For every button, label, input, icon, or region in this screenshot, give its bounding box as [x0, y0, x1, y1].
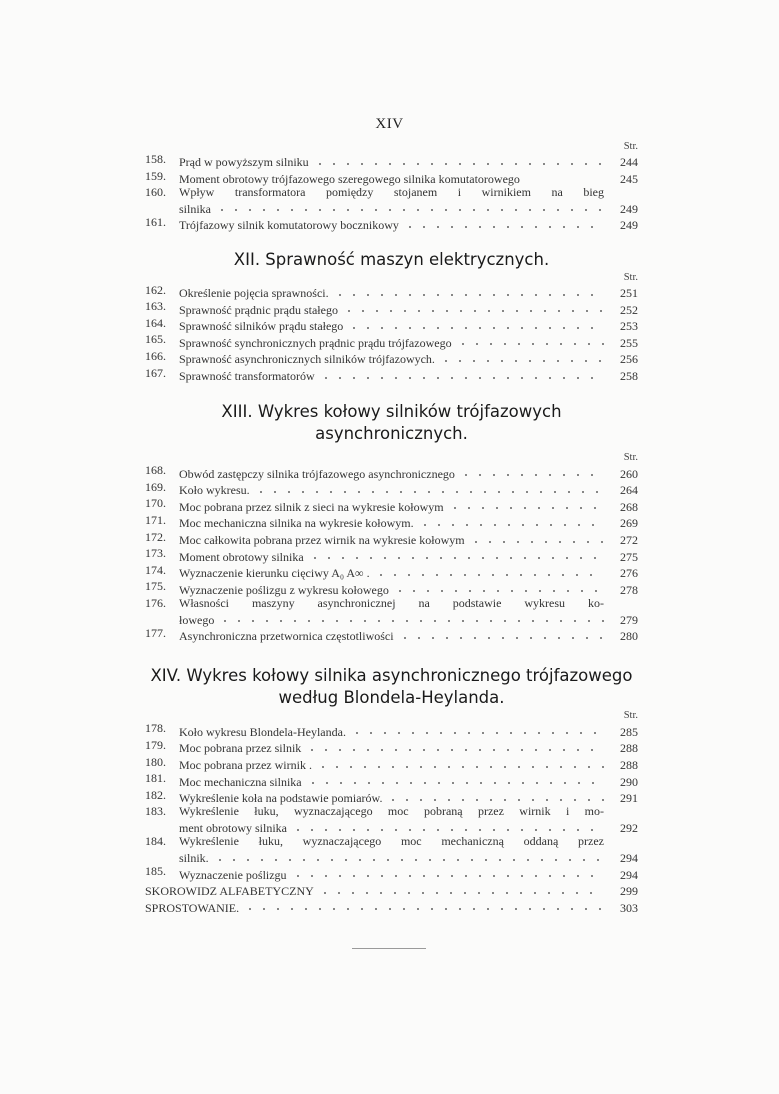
leader-dots: [393, 580, 604, 593]
entry-body: [179, 350, 638, 367]
entry-title: silnik.: [179, 850, 209, 865]
leader-dots: [439, 350, 604, 363]
leader-dots: [243, 898, 604, 911]
leader-dots: [308, 547, 604, 560]
toc-entry[interactable]: [145, 580, 638, 597]
entry-body: [179, 805, 638, 835]
entry-last-line: [179, 849, 638, 866]
entry-number: 160.: [145, 185, 166, 200]
entry-body: [179, 497, 638, 514]
entry-page-number: 272: [620, 532, 638, 547]
entry-number: 169.: [145, 479, 166, 494]
leader-dots: [333, 284, 604, 297]
entry-title: łowego: [179, 612, 215, 627]
entry-body: [179, 772, 638, 789]
entry-page-number: 244: [620, 155, 638, 170]
entry-number: 166.: [145, 349, 166, 364]
toc-entry[interactable]: [145, 531, 638, 548]
entry-title-line: Własności maszyny asynchronicznej na podstawie wykresu ko-: [179, 595, 604, 610]
toc-entry[interactable]: [145, 464, 638, 481]
entry-number: 171.: [145, 513, 166, 528]
entry-page-number: 294: [620, 867, 638, 882]
entry-title: Sprawność transformatorów: [179, 368, 315, 383]
entry-page-number: 264: [620, 483, 638, 498]
entry-body: [145, 882, 638, 899]
entry-number: 168.: [145, 463, 166, 478]
entry-body: [179, 564, 638, 581]
entry-title: Moc mechaniczna silnika na wykresie kołowym.: [179, 516, 414, 531]
entry-page-number: 303: [620, 900, 638, 915]
entry-page-number: 279: [620, 612, 638, 627]
toc-entry[interactable]: [145, 597, 638, 627]
entry-title: Sprawność silników prądu stałego: [179, 319, 344, 334]
entry-number: 177.: [145, 625, 166, 640]
entry-body: [179, 627, 638, 644]
entry-page-number: 285: [620, 724, 638, 739]
entry-number: 185.: [145, 864, 166, 879]
entry-page-number: 249: [620, 201, 638, 216]
entry-number: 170.: [145, 496, 166, 511]
leader-dots: [342, 300, 604, 313]
entry-last-line: [179, 580, 638, 597]
entry-last-line: [179, 481, 638, 498]
entry-title: Moc pobrana przez silnik z sieci na wykresie kołowym: [179, 499, 444, 514]
entry-last-line: [179, 756, 638, 773]
toc-appendix-entry[interactable]: [145, 898, 638, 915]
leader-dots: [313, 153, 604, 166]
leader-dots: [291, 819, 604, 832]
entry-last-line: [179, 317, 638, 334]
entry-title: Wykreślenie koła na podstawie pomiarów.: [179, 791, 383, 806]
leader-dots: [459, 464, 604, 477]
page-column-label: Str.: [623, 710, 638, 722]
entry-body: [179, 739, 638, 756]
entry-title: Sprawność prądnic prądu stałego: [179, 302, 338, 317]
entry-body: [179, 531, 638, 548]
entry-page-number: 252: [620, 302, 638, 317]
section-heading: XIII. Wykres kołowy silników trójfazowych asynchronicznych.: [221, 402, 562, 444]
leader-dots: [316, 756, 604, 769]
entry-body: [179, 835, 638, 865]
entry-page-number: 269: [620, 516, 638, 531]
toc-section: [145, 401, 638, 643]
entry-number: 178.: [145, 721, 166, 736]
entry-page-number: 275: [620, 549, 638, 564]
toc-entry[interactable]: [145, 805, 638, 835]
leader-dots: [398, 627, 604, 640]
entry-page-number: 280: [620, 629, 638, 644]
leader-dots: [213, 849, 604, 862]
toc-entry[interactable]: [145, 547, 638, 564]
entry-last-line: [179, 464, 638, 481]
entry-last-line: [179, 722, 638, 739]
toc-entry[interactable]: [145, 284, 638, 301]
page-number: XIV: [375, 116, 404, 132]
leader-dots: [347, 317, 604, 330]
entry-title: Moc pobrana przez silnik: [179, 741, 302, 756]
toc-entry[interactable]: [145, 367, 638, 384]
entry-title: Moc mechaniczna silnika: [179, 774, 302, 789]
entry-number: 167.: [145, 365, 166, 380]
entry-title-line: Wykreślenie łuku, wyznaczającego moc mechaniczną oddaną przez: [179, 834, 604, 849]
entry-page-number: 256: [620, 352, 638, 367]
entry-title: Obwód zastępczy silnika trójfazowego asynchronicznego: [179, 466, 455, 481]
leader-dots: [456, 333, 604, 346]
entry-last-line: [179, 170, 638, 187]
leader-dots: [448, 497, 604, 510]
entry-page-number: 249: [620, 218, 638, 233]
entry-body: [179, 481, 638, 498]
entry-body: [179, 186, 638, 216]
entry-number: 181.: [145, 771, 166, 786]
entry-body: [179, 547, 638, 564]
entry-number: 172.: [145, 529, 166, 544]
entry-title: Moc pobrana przez wirnik .: [179, 757, 312, 772]
entry-last-line: [179, 153, 638, 170]
entry-last-line: [145, 882, 638, 899]
entry-page-number: 251: [620, 285, 638, 300]
toc-entry[interactable]: [145, 564, 638, 581]
toc-section: [145, 249, 638, 384]
entry-number: 176.: [145, 595, 166, 610]
entry-body: [179, 153, 638, 170]
toc-entry[interactable]: [145, 481, 638, 498]
entry-body: [179, 300, 638, 317]
toc-entry[interactable]: [145, 789, 638, 806]
entry-title: Sprawność asynchronicznych silników trójfazowych.: [179, 352, 435, 367]
entry-body: [179, 464, 638, 481]
toc-entry[interactable]: [145, 186, 638, 216]
entry-last-line: [179, 610, 638, 627]
leader-dots: [374, 564, 604, 577]
toc-entry[interactable]: [145, 350, 638, 367]
leader-dots: [215, 199, 604, 212]
entry-number: 180.: [145, 754, 166, 769]
entry-body: [179, 514, 638, 531]
entry-page-number: 245: [620, 171, 638, 186]
entry-page-number: 290: [620, 774, 638, 789]
entry-title-line: Wpływ transformatora pomiędzy stojanem i wirnikiem na bieg: [179, 185, 604, 200]
entry-title: silnika: [179, 201, 211, 216]
leader-dots: [254, 481, 604, 494]
section-heading: XII. Sprawność maszyn elektrycznych.: [233, 249, 550, 269]
entry-number: 165.: [145, 332, 166, 347]
toc-section: [145, 140, 638, 233]
entry-body: [179, 865, 638, 882]
entry-body: [179, 722, 638, 739]
entry-page-number: 255: [620, 335, 638, 350]
entry-title: Asynchroniczna przetwornica częstotliwości: [179, 629, 394, 644]
entry-title: Określenie pojęcia sprawności.: [179, 285, 329, 300]
toc-entry[interactable]: [145, 835, 638, 865]
entry-last-line: [179, 300, 638, 317]
entry-last-line: [179, 865, 638, 882]
entry-number: 173.: [145, 546, 166, 561]
entry-title: Moment obrotowy trójfazowego szeregowego silnika komutatorowego: [179, 171, 520, 186]
entry-page-number: 292: [620, 821, 638, 836]
toc-entry[interactable]: [145, 756, 638, 773]
entry-page-number: 276: [620, 566, 638, 581]
toc-entry[interactable]: [145, 300, 638, 317]
toc-entry[interactable]: [145, 722, 638, 739]
entry-last-line: [179, 284, 638, 301]
leader-dots: [218, 610, 604, 623]
toc-entry[interactable]: [145, 170, 638, 187]
entry-last-line: [179, 627, 638, 644]
entry-last-line: [145, 898, 638, 915]
entry-title: SKOROWIDZ ALFABETYCZNY: [145, 884, 314, 899]
entry-last-line: [179, 547, 638, 564]
entry-number: 159.: [145, 168, 166, 183]
entry-title: Wyznaczenie poślizgu z wykresu kołowego: [179, 582, 389, 597]
leader-dots: [319, 367, 604, 380]
page-column-label: Str.: [623, 141, 638, 152]
entry-title: Wyznaczenie kierunku cięciwy A₀ A∞ .: [179, 566, 370, 581]
leader-dots: [350, 722, 604, 735]
entry-body: [179, 317, 638, 334]
entry-number: 158.: [145, 152, 166, 166]
end-rule: [352, 948, 426, 949]
entry-body: [179, 333, 638, 350]
leader-dots: [291, 865, 604, 878]
leader-dots: [418, 514, 604, 527]
toc-entry[interactable]: [145, 153, 638, 170]
page-column-label: Str.: [623, 271, 638, 283]
entry-title: ment obrotowy silnika: [179, 821, 287, 836]
entry-title: SPROSTOWANIE.: [145, 900, 240, 915]
entry-body: [179, 367, 638, 384]
entry-last-line: [179, 819, 638, 836]
entry-last-line: [179, 514, 638, 531]
leader-dots: [469, 531, 604, 544]
toc-entry[interactable]: [145, 216, 638, 233]
entry-number: 184.: [145, 834, 166, 849]
entry-last-line: [179, 531, 638, 548]
table-of-contents: [145, 140, 638, 915]
entry-title: Trójfazowy silnik komutatorowy bocznikowy: [179, 218, 399, 233]
toc-entry[interactable]: [145, 514, 638, 531]
leader-dots: [306, 772, 604, 785]
entry-last-line: [179, 789, 638, 806]
leader-dots: [524, 170, 604, 183]
leader-dots: [305, 739, 604, 752]
entry-page-number: 288: [620, 757, 638, 772]
toc-entry[interactable]: [145, 865, 638, 882]
entry-last-line: [179, 333, 638, 350]
toc-entry[interactable]: [145, 497, 638, 514]
entry-last-line: [179, 350, 638, 367]
entry-page-number: 260: [620, 466, 638, 481]
entry-last-line: [179, 772, 638, 789]
entry-title: Prąd w powyższym silniku: [179, 155, 309, 170]
entry-page-number: 291: [620, 791, 638, 806]
entry-number: 164.: [145, 315, 166, 330]
entry-body: [179, 597, 638, 627]
entry-title: Sprawność synchronicznych prądnic prądu trójfazowego: [179, 335, 452, 350]
entry-last-line: [179, 367, 638, 384]
toc-entry[interactable]: [145, 317, 638, 334]
entry-body: [179, 580, 638, 597]
entry-title: Koło wykresu Blondela-Heylanda.: [179, 724, 346, 739]
entry-number: 161.: [145, 215, 166, 230]
entry-title-line: Wykreślenie łuku, wyznaczającego moc pobraną przez wirnik i mo-: [179, 804, 604, 819]
entry-page-number: 294: [620, 850, 638, 865]
entry-last-line: [179, 564, 638, 581]
toc-entry[interactable]: [145, 739, 638, 756]
entry-page-number: 278: [620, 582, 638, 597]
entry-number: 182.: [145, 787, 166, 802]
toc-entry[interactable]: [145, 333, 638, 350]
entry-body: [179, 756, 638, 773]
toc-entry[interactable]: [145, 772, 638, 789]
entry-page-number: 258: [620, 368, 638, 383]
entry-number: 175.: [145, 579, 166, 594]
leader-dots: [403, 216, 604, 229]
entry-last-line: [179, 199, 638, 216]
entry-number: 162.: [145, 282, 166, 297]
entry-body: [179, 170, 638, 187]
entry-body: [179, 789, 638, 806]
toc-section: [145, 665, 638, 915]
toc-appendix-entry[interactable]: [145, 882, 638, 899]
entry-page-number: 288: [620, 741, 638, 756]
page-column-label: Str.: [623, 452, 638, 464]
entry-page-number: 268: [620, 499, 638, 514]
toc-entry[interactable]: [145, 627, 638, 644]
entry-body: [179, 284, 638, 301]
entry-number: 174.: [145, 562, 166, 577]
entry-title: Moment obrotowy silnika: [179, 549, 304, 564]
entry-last-line: [179, 739, 638, 756]
section-heading: XIV. Wykres kołowy silnika asynchronicznego trójfazowego: [150, 666, 633, 686]
entry-title: Moc całkowita pobrana przez wirnik na wykresie kołowym: [179, 532, 465, 547]
leader-dots: [318, 882, 604, 895]
entry-title: Koło wykresu.: [179, 483, 250, 498]
entry-number: 179.: [145, 738, 166, 753]
entry-body: [145, 898, 638, 915]
entry-body: [179, 216, 638, 233]
entry-page-number: 253: [620, 319, 638, 334]
entry-last-line: [179, 216, 638, 233]
leader-dots: [386, 789, 604, 802]
entry-last-line: [179, 497, 638, 514]
entry-page-number: 299: [620, 884, 638, 899]
entry-number: 163.: [145, 299, 166, 314]
section-heading: według Blondela-Heylanda.: [278, 688, 505, 708]
entry-title: Wyznaczenie poślizgu: [179, 867, 287, 882]
entry-number: 183.: [145, 804, 166, 819]
